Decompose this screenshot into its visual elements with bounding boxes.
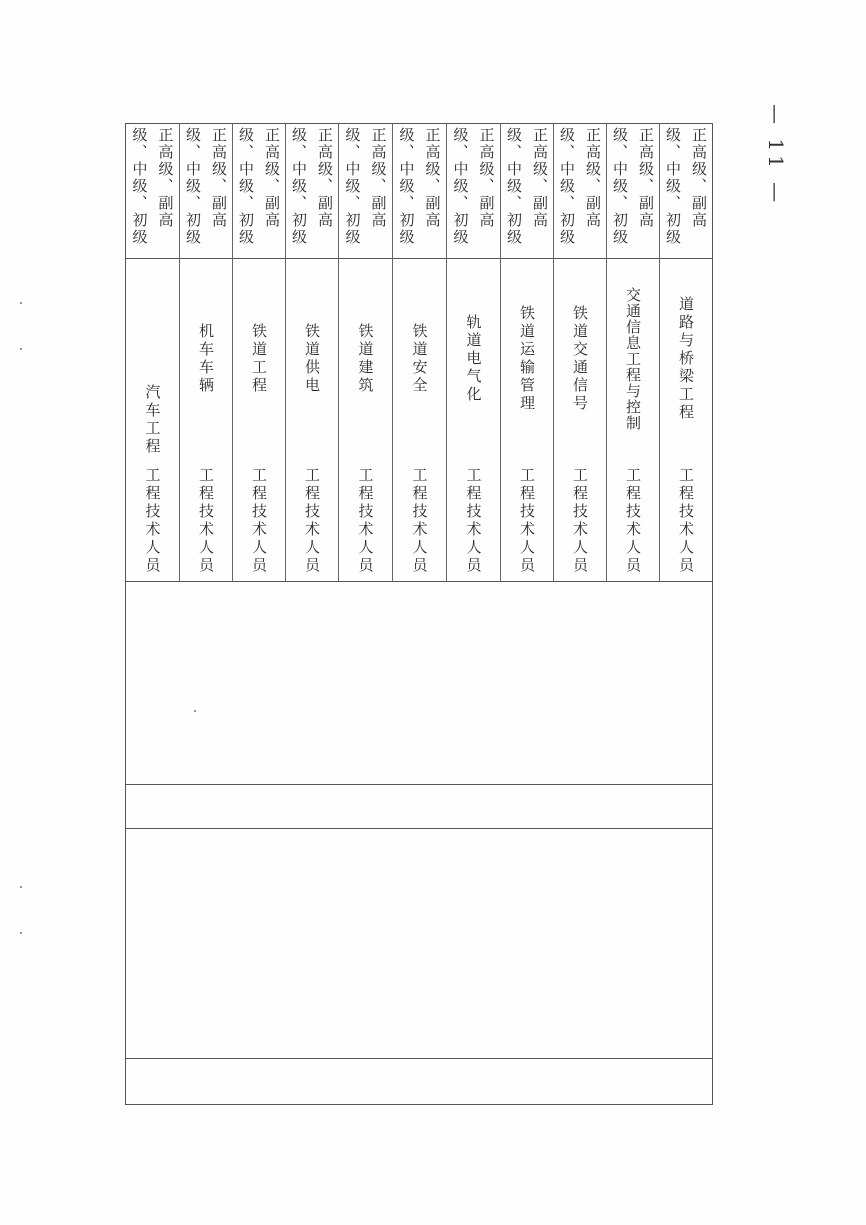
category-text: 工程技术人员 bbox=[410, 466, 429, 575]
category-text: 工程技术人员 bbox=[250, 466, 268, 575]
levels-text: 正高级、副高级、中级、初级 bbox=[343, 127, 388, 246]
specialty-text: 轨道电气化 bbox=[464, 314, 483, 404]
levels-cell bbox=[286, 124, 338, 258]
levels-cell bbox=[339, 124, 392, 258]
scan-speck bbox=[20, 348, 22, 350]
specialty-cell bbox=[660, 259, 712, 459]
category-cell bbox=[126, 460, 179, 581]
specialty-cell bbox=[339, 259, 392, 459]
specialty-cell bbox=[286, 259, 338, 459]
specialty-cell bbox=[501, 259, 553, 459]
scan-speck bbox=[20, 886, 22, 888]
scan-speck bbox=[20, 302, 22, 304]
levels-text: 正高级、副高级、中级、初级 bbox=[130, 127, 175, 246]
category-cell bbox=[447, 460, 500, 581]
levels-text: 正高级、副高级、中级、初级 bbox=[237, 127, 281, 246]
category-cell bbox=[286, 460, 338, 581]
category-text: 工程技术人员 bbox=[303, 466, 321, 575]
category-cell bbox=[393, 460, 446, 581]
scan-speck bbox=[20, 932, 22, 934]
levels-text: 正高级、副高级、中级、初级 bbox=[290, 127, 334, 246]
category-cell bbox=[180, 460, 232, 581]
category-cell bbox=[233, 460, 285, 581]
specialty-cell bbox=[607, 259, 659, 459]
category-text: 工程技术人员 bbox=[197, 466, 215, 575]
specialty-cell bbox=[233, 259, 285, 459]
specialty-text: 道路与桥梁工程 bbox=[677, 296, 695, 422]
levels-text: 正高级、副高级、中级、初级 bbox=[664, 127, 708, 246]
levels-text: 正高级、副高级、中级、初级 bbox=[451, 127, 496, 246]
levels-cell bbox=[233, 124, 285, 258]
specialty-cell bbox=[180, 259, 232, 459]
category-text: 工程技术人员 bbox=[356, 466, 375, 575]
category-text: 工程技术人员 bbox=[143, 466, 162, 575]
specialty-cell bbox=[393, 259, 446, 459]
table-rule-section-b bbox=[125, 828, 713, 829]
levels-cell bbox=[180, 124, 232, 258]
category-text: 工程技术人员 bbox=[677, 466, 695, 575]
specialty-text: 铁道工程 bbox=[250, 323, 268, 395]
levels-text: 正高级、副高级、中级、初级 bbox=[611, 127, 655, 246]
levels-cell bbox=[126, 124, 179, 258]
specialty-text: 铁道建筑 bbox=[356, 323, 375, 395]
scan-speck bbox=[194, 710, 196, 712]
category-text: 工程技术人员 bbox=[624, 466, 642, 575]
specialty-text: 铁道交通信号 bbox=[571, 305, 589, 413]
specialty-cell bbox=[554, 259, 606, 459]
specialty-text: 铁道供电 bbox=[303, 323, 321, 395]
levels-cell bbox=[447, 124, 500, 258]
levels-text: 正高级、副高级、中级、初级 bbox=[397, 127, 442, 246]
specialty-text: 铁道安全 bbox=[410, 323, 429, 395]
table-rule-section-a bbox=[125, 784, 713, 785]
levels-text: 正高级、副高级、中级、初级 bbox=[505, 127, 549, 246]
category-cell bbox=[607, 460, 659, 581]
levels-text: 正高级、副高级、中级、初级 bbox=[184, 127, 228, 246]
specialty-text: 铁道运输管理 bbox=[518, 305, 536, 413]
specialty-text: 机车车辆 bbox=[197, 323, 215, 395]
category-text: 工程技术人员 bbox=[464, 466, 483, 575]
levels-cell bbox=[501, 124, 553, 258]
category-cell bbox=[660, 460, 712, 581]
levels-cell bbox=[393, 124, 446, 258]
page-number: — 11 — bbox=[764, 103, 788, 207]
table-rule-category bbox=[125, 581, 713, 582]
category-cell bbox=[554, 460, 606, 581]
levels-cell bbox=[660, 124, 712, 258]
levels-text: 正高级、副高级、中级、初级 bbox=[558, 127, 602, 246]
levels-cell bbox=[554, 124, 606, 258]
category-cell bbox=[339, 460, 392, 581]
specialty-cell bbox=[447, 259, 500, 459]
levels-cell bbox=[607, 124, 659, 258]
category-text: 工程技术人员 bbox=[571, 466, 589, 575]
category-cell bbox=[501, 460, 553, 581]
category-text: 工程技术人员 bbox=[518, 466, 536, 575]
table-rule-section-c bbox=[125, 1058, 713, 1059]
specialty-text: 交通信息工程与控制 bbox=[624, 287, 642, 431]
specialty-text: 汽车工程 bbox=[143, 384, 162, 456]
